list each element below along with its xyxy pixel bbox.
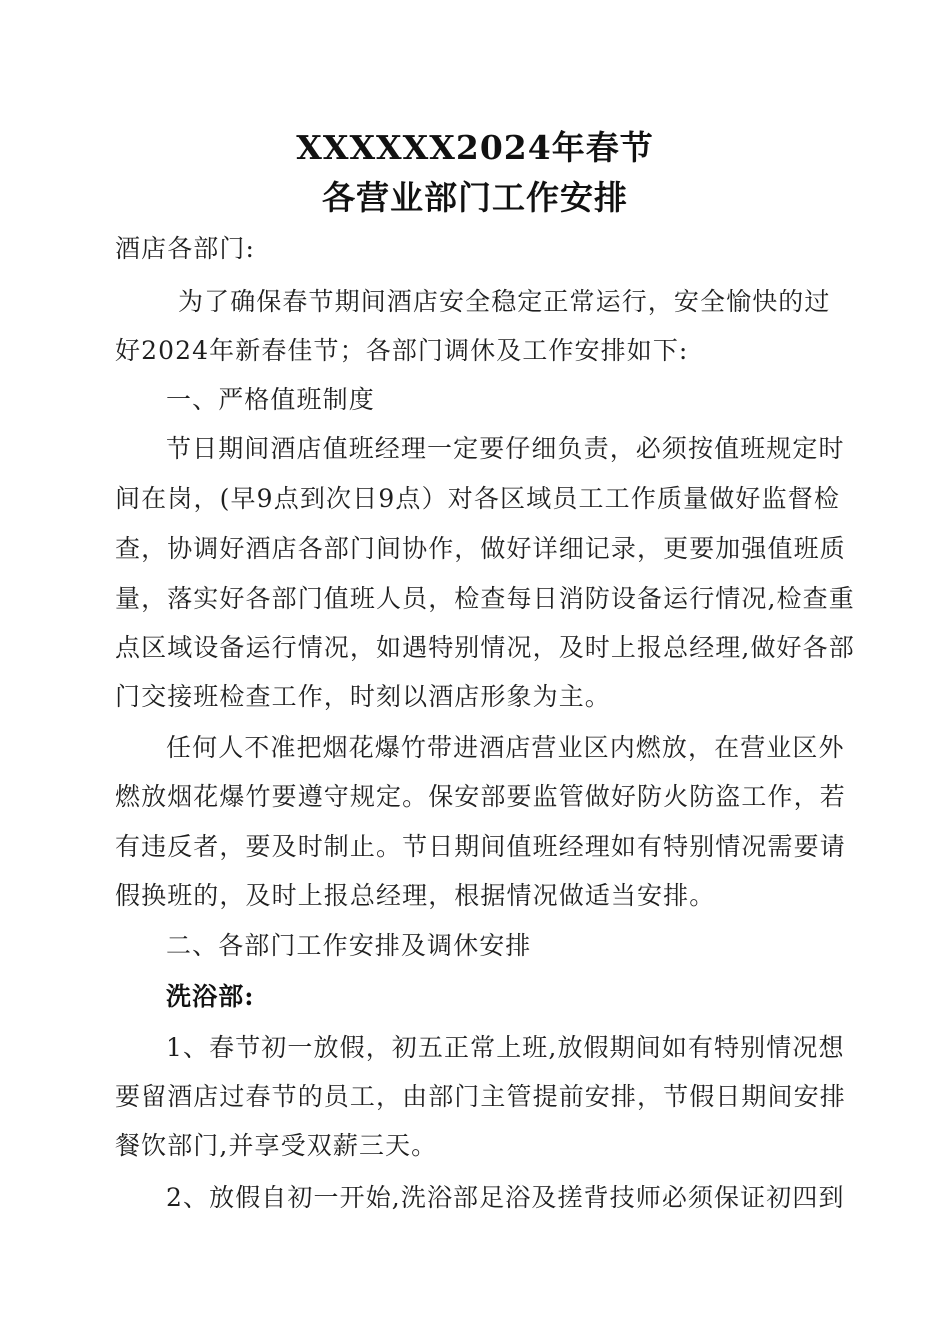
intro-line: 好2024年新春佳节；各部门调休及工作安排如下: (115, 336, 689, 365)
section-heading-department-arrangements: 二、各部门工作安排及调休安排 (166, 931, 532, 960)
paragraph-line: 间在岗，(早9点到次日9点）对各区域员工工作质量做好监督检 (115, 484, 840, 513)
document-title-line-1: XXXXXX2024年春节 (296, 128, 654, 167)
list-item-line: 2、放假自初一开始,洗浴部足浴及搓背技师必须保证初四到 (166, 1183, 845, 1212)
paragraph-line: 燃放烟花爆竹要遵守规定。保安部要监管做好防火防盗工作，若 (115, 782, 846, 811)
intro-line: 为了确保春节期间酒店安全稳定正常运行，安全愉快的过 (178, 287, 831, 316)
list-item-line: 要留酒店过春节的员工，由部门主管提前安排，节假日期间安排 (115, 1082, 846, 1111)
paragraph-line: 节日期间酒店值班经理一定要仔细负责，必须按值班规定时 (166, 434, 845, 463)
list-item-line: 1、春节初一放假，初五正常上班,放假期间如有特别情况想 (166, 1033, 845, 1062)
list-item-line: 餐饮部门,并享受双薪三天。 (115, 1131, 438, 1160)
paragraph-line: 任何人不准把烟花爆竹带进酒店营业区内燃放，在营业区外 (166, 733, 845, 762)
salutation: 酒店各部门: (115, 234, 256, 263)
department-heading-bath: 洗浴部: (166, 982, 255, 1011)
paragraph-line: 门交接班检查工作，时刻以酒店形象为主。 (115, 682, 611, 711)
paragraph-line: 有违反者，要及时制止。节日期间值班经理如有特别情况需要请 (115, 832, 846, 861)
paragraph-line: 点区域设备运行情况，如遇特别情况，及时上报总经理,做好各部 (115, 633, 855, 662)
paragraph-line: 假换班的，及时上报总经理，根据情况做适当安排。 (115, 881, 716, 910)
document-title-line-2: 各营业部门工作安排 (322, 178, 628, 217)
paragraph-line: 查，协调好酒店各部门间协作，做好详细记录，更要加强值班质 (115, 534, 846, 563)
paragraph-line: 量，落实好各部门值班人员，检查每日消防设备运行情况,检查重 (115, 584, 855, 613)
section-heading-duty-system: 一、严格值班制度 (166, 385, 375, 414)
